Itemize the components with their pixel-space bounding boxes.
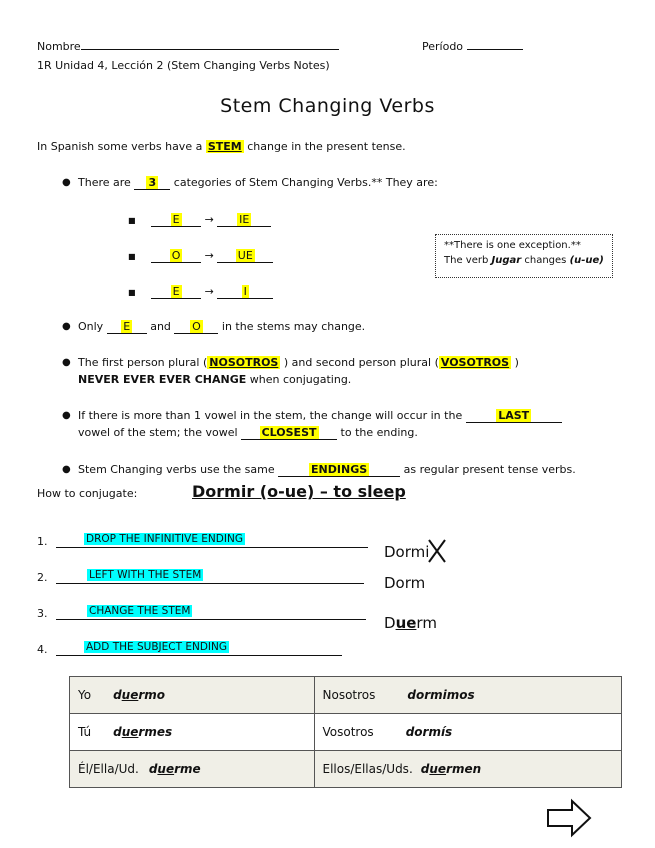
page-title: Stem Changing Verbs <box>220 95 435 117</box>
name-blank[interactable] <box>81 49 339 50</box>
only-mid: and <box>146 320 175 333</box>
from-blank-1 <box>151 213 201 227</box>
step-text-3: CHANGE THE STEM <box>89 605 191 617</box>
endings-blank <box>278 463 400 477</box>
step-line-1 <box>56 547 368 548</box>
note-verb: Jugar <box>491 255 522 266</box>
exception-note <box>435 234 613 278</box>
conjugation-table <box>69 676 622 788</box>
vowel-line2-after: to the ending. <box>337 426 418 439</box>
last-blank <box>466 409 562 423</box>
verb-form: dormimos <box>407 688 475 702</box>
vf-a: d <box>113 725 122 739</box>
example-dormi: Dormi <box>384 543 430 561</box>
category-row-1 <box>128 213 271 227</box>
conjugate-verb: Dormir (o-ue) – to sleep <box>192 482 406 501</box>
bullet-dot: ● <box>62 177 71 188</box>
plural-mid: ) and second person plural ( <box>280 356 439 369</box>
cat-after: categories of Stem Changing Verbs.** They are: <box>170 176 438 189</box>
note-line-2 <box>444 253 612 268</box>
pronoun: Nosotros <box>322 688 376 702</box>
table-cell <box>70 751 315 788</box>
bullet-dot: ● <box>62 321 71 332</box>
note-before: The verb <box>444 255 492 266</box>
from-2: O <box>171 249 181 262</box>
example-ue: ue <box>395 614 417 632</box>
vowel-line-2 <box>78 426 418 440</box>
pronoun: Yo <box>78 688 92 702</box>
stem-word: STEM <box>207 140 242 153</box>
note-mid: changes <box>521 255 570 266</box>
category-row-3 <box>128 285 273 299</box>
plural-line-2 <box>78 373 351 386</box>
only-before: Only <box>78 320 107 333</box>
to-blank-2 <box>217 249 273 263</box>
only-after: in the stems may change. <box>218 320 366 333</box>
vf-b: ue <box>121 725 139 739</box>
bullet-dot: ● <box>62 464 71 475</box>
only-a: E <box>123 320 131 333</box>
period-field <box>422 40 523 53</box>
vf-b: ue <box>429 762 447 776</box>
step-text-1: DROP THE INFINITIVE ENDING <box>86 533 243 545</box>
pronoun: Vosotros <box>322 725 374 739</box>
step-example-2: Dorm <box>384 574 426 592</box>
to-blank-3 <box>217 285 273 299</box>
to-1: IE <box>239 213 250 226</box>
course-line: 1R Unidad 4, Lección 2 (Stem Changing Verbs Notes) <box>37 59 330 72</box>
step-text-4: ADD THE SUBJECT ENDING <box>86 641 228 653</box>
verb-form <box>113 688 165 702</box>
note-change: (u-ue) <box>569 255 604 266</box>
verb-form <box>113 725 172 739</box>
cat-before: There are <box>78 176 135 189</box>
vowel-line2-before: vowel of the stem; the vowel <box>78 426 242 439</box>
plural-after: ) <box>511 356 519 369</box>
square-bullet: ■ <box>128 252 136 261</box>
endings-after: as regular present tense verbs. <box>400 463 576 476</box>
example-rm: rm <box>416 614 437 632</box>
step-line-3 <box>56 619 366 620</box>
nosotros-word: NOSOTROS <box>209 356 279 369</box>
vf-a: d <box>420 762 430 776</box>
intro-before: In Spanish some verbs have a <box>37 140 206 153</box>
from-blank-2 <box>151 249 201 263</box>
bullet-dot: ● <box>62 410 71 421</box>
period-blank[interactable] <box>467 49 523 50</box>
name-field <box>37 40 339 53</box>
endings-before: Stem Changing verbs use the same <box>78 463 279 476</box>
vf-b: ue <box>157 762 175 776</box>
vf-b: ue <box>121 688 139 702</box>
only-text <box>78 320 365 334</box>
plural-text <box>78 356 519 369</box>
intro-text <box>37 140 406 153</box>
vf-a: d <box>148 762 158 776</box>
from-3: E <box>172 285 180 298</box>
example-d: D <box>384 614 396 632</box>
step-text-2: LEFT WITH THE STEM <box>89 569 202 581</box>
step-number-4: 4. <box>37 643 48 656</box>
verb-form: dormís <box>405 725 453 739</box>
step-line-4 <box>56 655 342 656</box>
last-word: LAST <box>498 409 530 422</box>
from-blank-3 <box>151 285 201 299</box>
table-cell <box>314 677 622 714</box>
category-row-2 <box>128 249 273 263</box>
to-blank-1 <box>217 213 271 227</box>
to-2: UE <box>237 249 253 262</box>
plural-line2-after: when conjugating. <box>246 373 352 386</box>
table-cell <box>70 677 315 714</box>
only-blank-b <box>174 320 218 334</box>
name-label: Nombre <box>37 40 81 53</box>
step-number-2: 2. <box>37 571 48 584</box>
arrow-icon: → <box>204 285 214 298</box>
table-row <box>70 714 622 751</box>
vf-a: d <box>113 688 122 702</box>
bullet-dot: ● <box>62 357 71 368</box>
never-change-text: NEVER EVER EVER CHANGE <box>78 373 247 386</box>
next-arrow-icon[interactable] <box>545 798 593 838</box>
closest-blank <box>241 426 337 440</box>
vf-c: rmes <box>138 725 173 739</box>
step-example-3 <box>384 614 437 632</box>
endings-text <box>78 463 576 477</box>
closest-word: CLOSEST <box>261 426 317 439</box>
table-row <box>70 751 622 788</box>
plural-before: The first person plural ( <box>78 356 208 369</box>
vowel-before: If there is more than 1 vowel in the stem, the change will occur in the <box>78 409 466 422</box>
only-blank-a <box>107 320 147 334</box>
pronoun: Él/Ella/Ud. <box>78 762 139 776</box>
pronoun: Ellos/Ellas/Uds. <box>322 762 413 776</box>
vosotros-word: VOSOTROS <box>440 356 510 369</box>
intro-after: change in the present tense. <box>243 140 406 153</box>
verb-form <box>421 762 481 776</box>
square-bullet: ■ <box>128 288 136 297</box>
vowel-text <box>78 409 562 423</box>
only-b: O <box>192 320 201 333</box>
square-bullet: ■ <box>128 216 136 225</box>
step-line-2 <box>56 583 364 584</box>
vf-c: rme <box>174 762 201 776</box>
how-label: How to conjugate: <box>37 487 138 500</box>
verb-form <box>149 762 201 776</box>
step-number-3: 3. <box>37 607 48 620</box>
to-3: I <box>243 285 247 298</box>
step-example-1 <box>384 538 448 564</box>
categories-text <box>78 176 438 190</box>
arrow-icon: → <box>204 249 214 262</box>
table-cell <box>314 714 622 751</box>
table-row <box>70 677 622 714</box>
endings-word: ENDINGS <box>311 463 368 476</box>
table-cell <box>314 751 622 788</box>
cat-count-blank <box>134 176 170 190</box>
vf-c: rmen <box>446 762 482 776</box>
vf-c: rmo <box>138 688 166 702</box>
cat-count: 3 <box>148 176 157 189</box>
from-1: E <box>172 213 180 226</box>
arrow-icon: → <box>204 213 214 226</box>
step-number-1: 1. <box>37 535 48 548</box>
period-label: Período <box>422 40 464 53</box>
table-cell <box>70 714 315 751</box>
cross-out-icon <box>426 538 448 564</box>
pronoun: Tú <box>78 725 92 739</box>
note-line-1: **There is one exception.** <box>444 240 581 251</box>
